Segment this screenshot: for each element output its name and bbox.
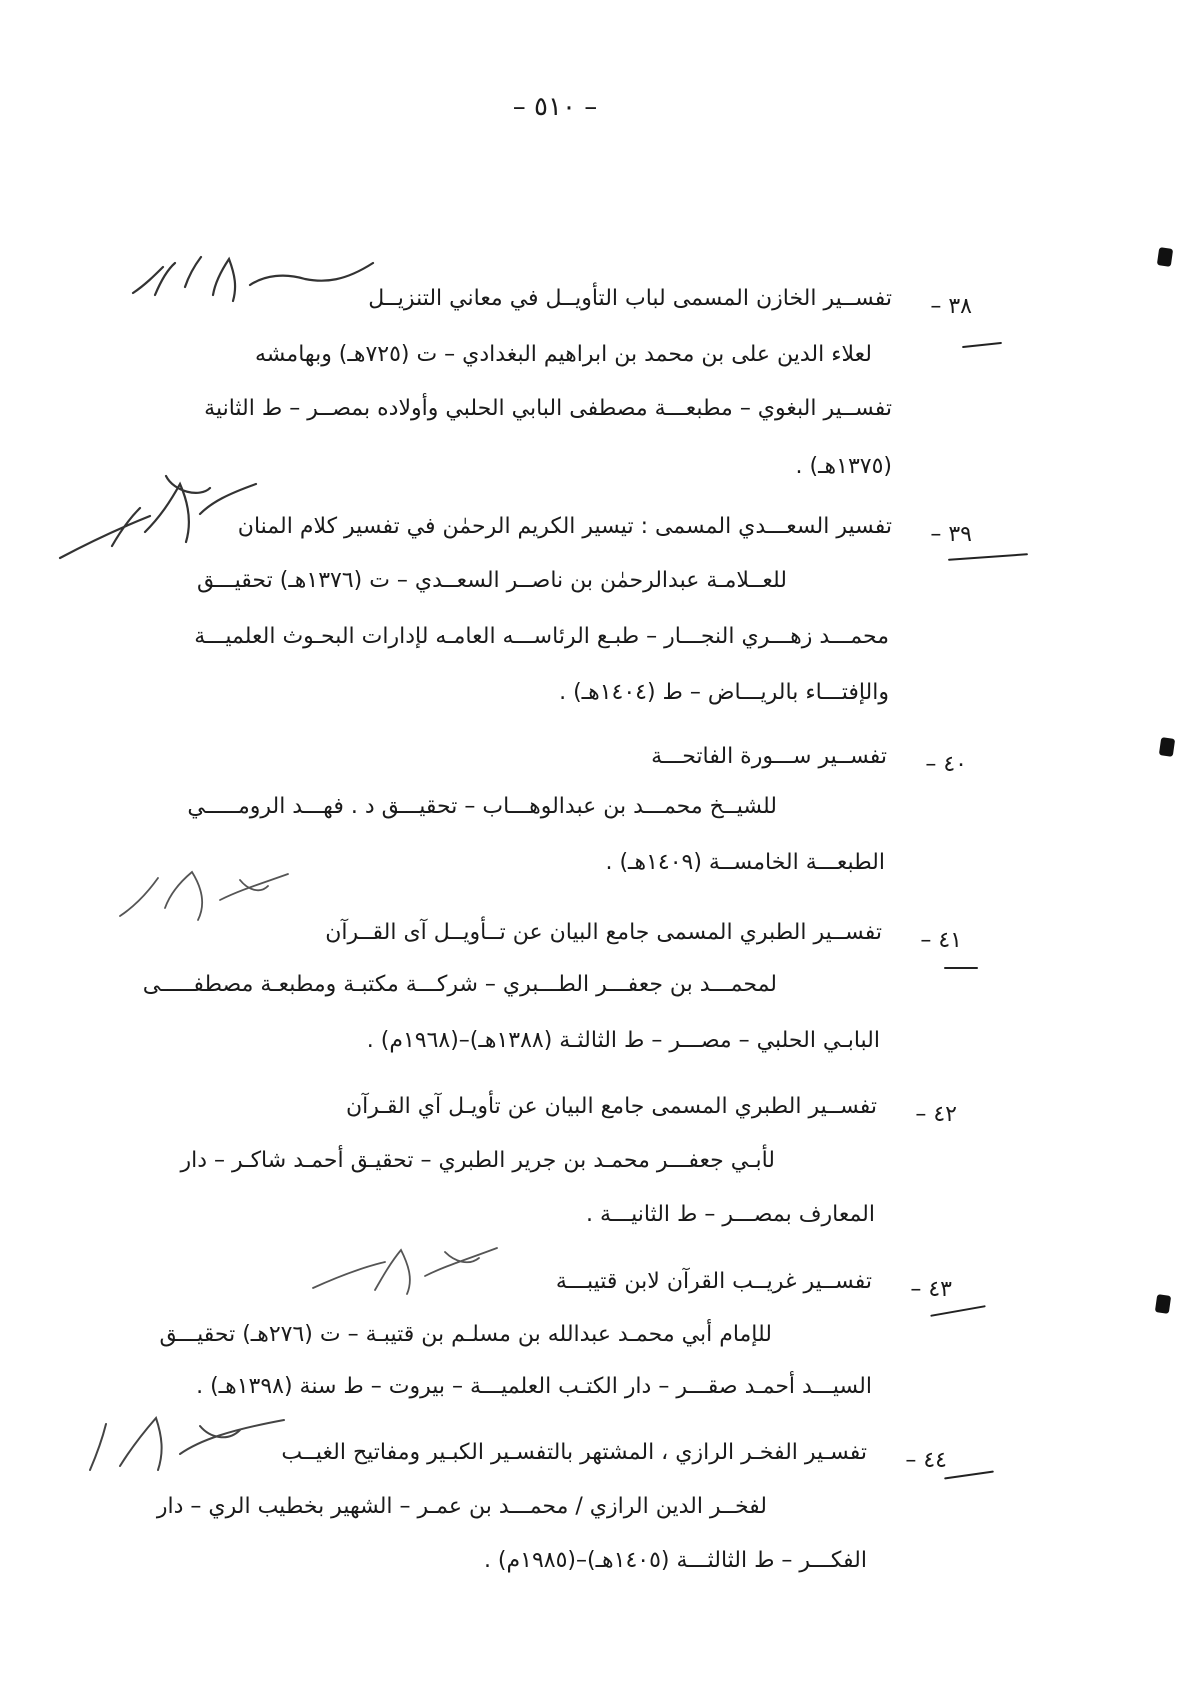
entry-number: ٤٤ – [905, 1448, 947, 1473]
entry-line: (١٣٧٥هـ) . [795, 454, 892, 479]
entry-number: ٣٩ – [930, 522, 972, 547]
entry-line: لفخــر الدين الرازي / محمـــد بن عمـر – الشهير بخطيب الري – دار [156, 1494, 767, 1519]
entry-line: للشيــخ محمـــد بن عبدالوهـــاب – تحقيـــق د . فهـــد الرومـــــي [187, 794, 777, 819]
page-number: – ٥١٠ – [512, 92, 598, 122]
margin-mark [944, 967, 978, 969]
punch-hole [1155, 1294, 1171, 1314]
punch-hole [1159, 737, 1175, 757]
margin-mark [944, 1471, 994, 1480]
entry-line: تفســير الطبري المسمى جامع البيان عن تــأويــل آى القــرآن [325, 920, 882, 945]
margin-mark [962, 342, 1002, 348]
entry-line: الطبعـــة الخامســة (١٤٠٩هـ) . [605, 850, 885, 875]
entry-line: الفكـــر – ط الثالثـــة (١٤٠٥هـ)–(١٩٨٥م) . [483, 1548, 867, 1573]
entry-number: ٤٢ – [915, 1102, 957, 1127]
entry-line: لأبـي جعفـــر محمـد بن جرير الطبري – تحقيـق أحمـد شاكـر – دار [180, 1148, 775, 1173]
entry-line: تفسير السعـــدي المسمى : تيسير الكريم الرحمٰن في تفسير كلام المنان [237, 514, 892, 539]
handwritten-annotation [125, 245, 380, 310]
entry-number: ٣٨ – [930, 294, 972, 319]
entry-line: للعــلامـة عبدالرحمٰن بن ناصــر السعــدي – ت (١٣٧٦هـ) تحقيـــق [196, 568, 787, 593]
handwritten-annotation [50, 462, 265, 572]
entry-line: للإمام أبي محمـد عبدالله بن مسلـم بن قتيبـة – ت (٢٧٦هـ) تحقيـــق [159, 1322, 772, 1347]
handwritten-annotation [305, 1232, 505, 1302]
margin-mark [948, 553, 1028, 561]
entry-line: البابـي الحلبي – مصـــر – ط الثالثـة (١٣٨٨هـ)–(١٩٦٨م) . [366, 1028, 880, 1053]
handwritten-annotation [110, 858, 295, 928]
entry-line: محمـــد زهـــري النجـــار – طبـع الرئاســـه العامـه لإدارات البحـوث العلميـــة [194, 624, 889, 649]
handwritten-annotation [80, 1400, 290, 1480]
entry-line: تفسـير الفخـر الرازي ، المشتهر بالتفسـير الكبـير ومفاتيح الغيــب [281, 1440, 867, 1465]
entry-line: لمحمـــد بن جعفـــر الطـــبري – شركـــة مكتبـة ومطبعـة مصطفـــــى [142, 972, 777, 997]
entry-line: لعلاء الدين على بن محمد بن ابراهيم البغدادي – ت (٧٢٥هـ) وبهامشه [255, 342, 872, 367]
entry-line: والإفتـــاء بالريـــاض – ط (١٤٠٤هـ) . [559, 680, 889, 705]
margin-mark [930, 1305, 985, 1317]
entry-line: تفســير غريــب القرآن لابن قتيبـــة [555, 1269, 872, 1294]
entry-number: ٤١ – [920, 928, 962, 953]
entry-line: المعارف بمصـــر – ط الثانيـــة . [585, 1202, 875, 1227]
entry-line: تفســير البغوي – مطبعـــة مصطفى البابي الحلبي وأولاده بمصــر – ط الثانية [204, 396, 892, 421]
entry-number: ٤٣ – [910, 1277, 952, 1302]
punch-hole [1157, 247, 1173, 267]
entry-line: السيـــد أحمـد صقـــر – دار الكتـب العلميـــة – بيروت – ط سنة (١٣٩٨هـ) . [196, 1374, 872, 1399]
entry-line: تفســير الخازن المسمى لباب التأويــل في معاني التنزيــل [368, 286, 892, 311]
entry-line: تفســير الطبري المسمى جامع البيان عن تأويـل آي القـرآن [346, 1094, 877, 1119]
entry-number: ٤٠ – [925, 752, 967, 777]
entry-line: تفســير ســـورة الفاتحـــة [651, 744, 887, 769]
